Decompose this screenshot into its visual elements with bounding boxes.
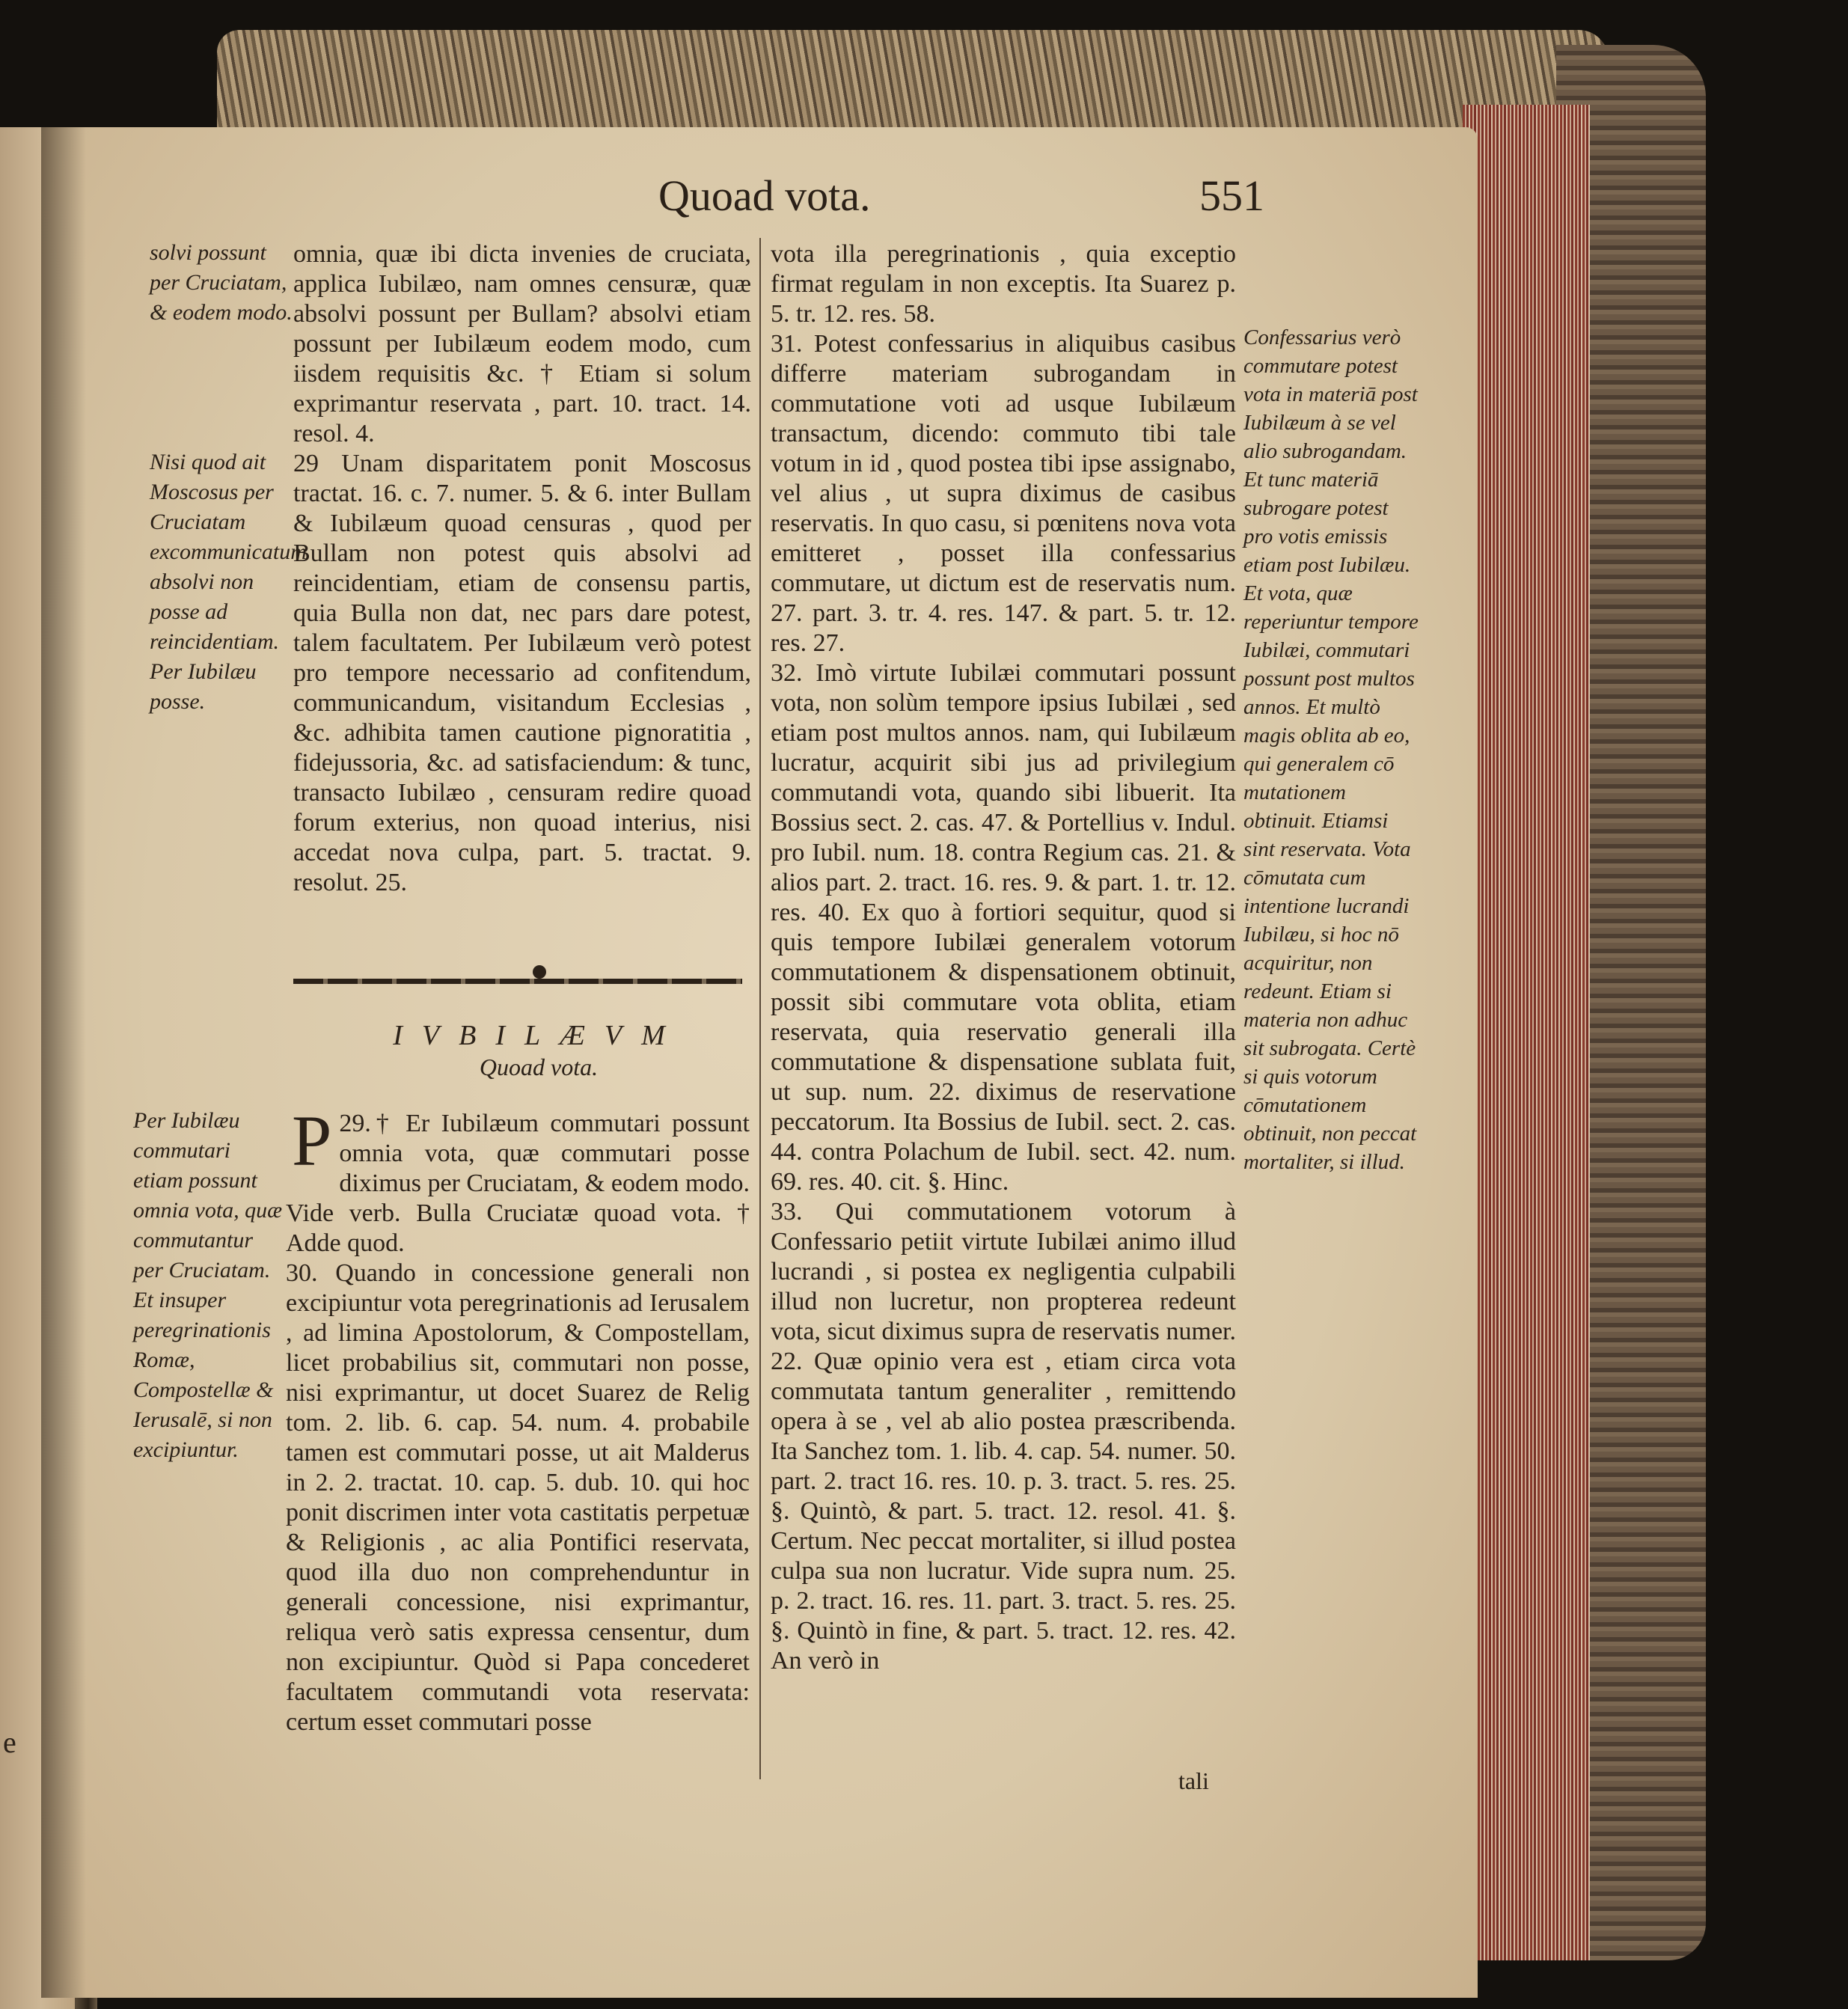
drop-cap: P	[292, 1101, 332, 1181]
book-head-edge	[217, 30, 1609, 142]
left-column-continuation: omnia, quæ ibi dicta invenies de cruciata, applica Iubilæo, nam omnes censuræ, quæ absolvi possunt per Bullam? absolvi etiam possunt per Iubilæum eodem modo, cum iisdem requisitis &c. † Etiam si solum exprimantur reservata , part. 10. tract. 14. resol. 4.	[293, 240, 751, 447]
gutter-shadow	[41, 127, 86, 1998]
paragraph-29-a: 29 Unam disparitatem ponit Moscosus tractat. 16. c. 7. numer. 5. & 6. inter Bullam & Iubilæum quoad censuras , quod per Bullam non potest quis absolvi ad reincidentiam, etiam de consensu partis, quia Bulla non dat, nec pars dare potest, talem facultatem. Per Iubilæum verò potest pro tempore necessario ad confitendum, communicandum, visitandum Ecclesias , &c. adhibita tamen cautione pignoratitia , fidejussoria, &c. ad satisfaciendum: & tunc, transacto Iubilæo , censuram redire quoad forum exterius, non quoad interius, nisi accedat nova culpa, part. 5. tractat. 9. resolut. 25.	[293, 450, 751, 896]
left-column-bottom	[286, 1101, 750, 1737]
right-column	[771, 239, 1236, 1676]
paragraph-29-b-text: Er Iubilæum commutari possunt omnia vota, quæ commutari posse diximus per Cruciatam, & eodem modo. Vide verb. Bulla Cruciatæ quoad vota. † Adde quod.	[286, 1110, 750, 1257]
margin-note-left-1: solvi possunt per Cruciatam, & eodem modo.	[150, 240, 293, 325]
running-head	[658, 171, 1332, 230]
facing-page-glyph: e	[3, 1725, 16, 1759]
catchword: tali	[1178, 1767, 1209, 1794]
paragraph-30: 30. Quando in concessione generali non excipiuntur vota peregrinationis ad Ierusalem , ad limina Apostolorum, & Compostellam, licet probabilius sit, commutari non posse, nisi exprimantur, ut docet Suarez de Relig tom. 2. lib. 6. cap. 54. num. 4. probabile tamen est commutari posse, ut ait Malderus in 2. 2. tractat. 10. cap. 5. dub. 10. qui hoc ponit discrimen inter vota castitatis perpetuæ & Religionis , ac alia Pontifici reservata, quod illa duo non comprehenduntur in generali concessione, nisi exprimantur, reliqua verò satis expressa censentur, dum non excipiuntur. Quòd si Papa concederet facultatem commutandi vota reservata: certum esset commutari posse	[286, 1259, 750, 1736]
running-title: Quoad vota.	[658, 171, 871, 220]
paragraph-32: 32. Imò virtute Iubilæi commutari possunt vota, non solùm tempore ipsius Iubilæi , sed etiam post multos annos. nam, qui Iubilæum lucratur, acquirit sibi jus ad privilegium commutandi vota, quando sibi libuerit. Ita Bossius sect. 2. cas. 47. & Portellius v. Indul. pro Iubil. num. 18. contra Regium cas. 21. & alios part. 2. tract. 16. res. 9. & part. 1. tr. 12. res. 40. Ex quo à fortiori sequitur, quod si quis tempore Iubilæi generalem votorum commutationem & dispensationem obtinuit, possit sibi commutare vota oblita, etiam reservata, quia reservatio generali illa commutatione & dispensatione sublata fuit, ut sup. num. 22. diximus de reservatione peccatorum. Ita Bossius de Iubil. sect. 2. cas. 44. contra Polachum de Iubil. sect. 42. num. 69. res. 40. cit. §. Hinc.	[771, 659, 1236, 1196]
margin-note-left-3: Per Iubilæu commutari etiam possunt omnia vota, quæ commutantur per Cruciatam. Et insuper peregrinationis Romæ, Compostellæ & Ierusalē, si non excipiuntur.	[133, 1108, 283, 1462]
page-number: 551	[1199, 171, 1264, 220]
section-divider	[293, 979, 742, 984]
right-column-continuation: vota illa peregrinationis , quia exceptio firmat regulam in non exceptis. Ita Suarez p. 5. tr. 12. res. 58.	[771, 240, 1236, 328]
paragraph-29-b	[286, 1101, 750, 1259]
paragraph-number: 29.†	[339, 1110, 394, 1137]
divider-ornament	[533, 965, 546, 979]
column-divider	[759, 238, 761, 1779]
section-subheading: Quoad vota.	[479, 1054, 599, 1080]
margin-note-right: Confessarius verò commutare potest vota in materiā post Iubilæum à se vel alio subrogandam. Et tunc materiā subrogare potest pro votis emissis etiam post Iubilæu. Et vota, quæ reperiuntur tempore Iubilæi, commutari possunt post multos annos. Et multò magis oblita ab eo, qui generalem cō mutationem obtinuit. Etiamsi sint reservata. Vota cōmutata cum intentione lucrandi Iubilæu, si hoc nō acquiritur, non redeunt. Etiam si materia non adhuc sit subrogata. Certè si quis votorum cōmutationem obtinuit, non peccat mortaliter, si illud.	[1243, 325, 1419, 1174]
page-block-edges	[1463, 105, 1590, 1960]
paragraph-31: 31. Potest confessarius in aliquibus casibus differre materiam subrogandam in commutatione voti ad usque Iubilæum transactum, dicendo: commuto tibi tale votum in id , quod postea tibi ipse assignabo, vel alius , ut supra diximus de casibus reservatis. In quo casu, si pœnitens nova vota emitteret , posset illa confessarius commutare, ut dictum est de reservatis num. 27. part. 3. tr. 4. res. 147. & part. 5. tr. 12. res. 27.	[771, 330, 1236, 657]
paragraph-33: 33. Qui commutationem votorum à Confessario petiit virtute Iubilæi animo illud lucrandi , si postea ex negligentia culpabili illud non lucretur, non propterea redeunt vota, sicut diximus supra de reservatis numer. 22. Quæ opinio vera est , etiam circa vota commutata tantum generaliter , remittendo opera à se , vel ab alio postea præscribenda. Ita Sanchez tom. 1. lib. 4. cap. 54. numer. 50. part. 2. tract 16. res. 10. p. 3. tract. 5. res. 25. §. Quintò, & part. 5. tract. 12. resol. 41. §. Certum. Nec peccat mortaliter, si illud postea culpa sua non lucratur. Vide supra num. 25. p. 2. tract. 16. res. 11. part. 3. tract. 5. res. 25. §. Quintò in fine, & part. 5. tract. 12. res. 42. An verò in	[771, 1198, 1236, 1675]
margin-note-left-2: Nisi quod ait Moscosus per Cruciatam excommunicatum absolvi non posse ad reincidentiam. Per Iubilæu posse.	[150, 450, 307, 714]
left-column-top	[293, 239, 751, 898]
section-heading: IVBILÆVM	[393, 1020, 685, 1051]
